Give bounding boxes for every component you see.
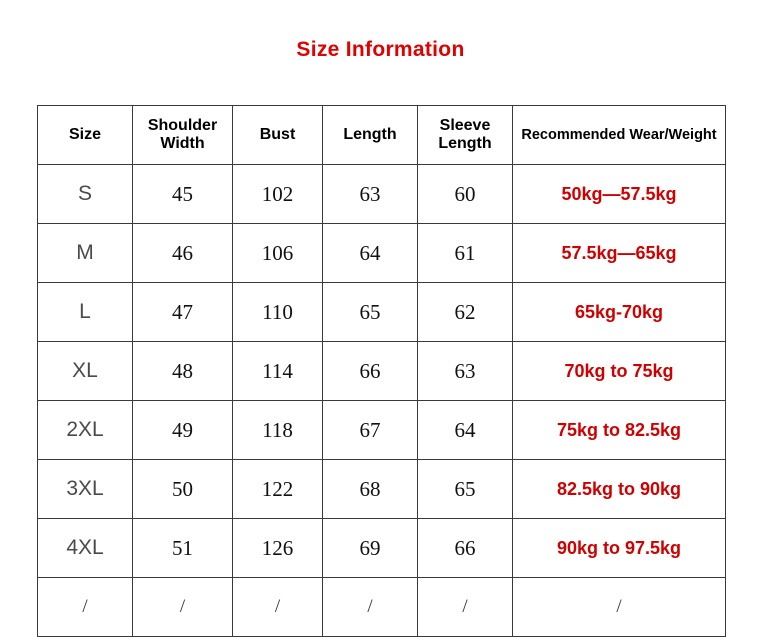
size-table-container [37,105,725,637]
cell-length: 64 [323,224,418,283]
cell-bust: 118 [233,401,323,460]
column-header-bust-line1: Bust [259,125,296,143]
column-header-recommended-line1: Recommended Wear/Weight [521,126,717,143]
cell-shoulder-width: 51 [133,519,233,578]
table-row [38,224,726,283]
cell-size: / [38,578,133,637]
cell-recommended: 50kg—57.5kg [513,165,726,224]
cell-recommended: 82.5kg to 90kg [513,460,726,519]
cell-size: 4XL [38,519,133,578]
cell-bust: 122 [233,460,323,519]
cell-size: 3XL [38,460,133,519]
cell-bust: 114 [233,342,323,401]
cell-sleeve-length: 62 [418,283,513,342]
cell-size: L [38,283,133,342]
column-header-sleeve-length [418,106,513,165]
cell-length: 63 [323,165,418,224]
cell-shoulder-width: 48 [133,342,233,401]
cell-length: 66 [323,342,418,401]
column-header-size-line1: Size [68,125,101,143]
cell-length: 69 [323,519,418,578]
cell-recommended: 65kg-70kg [513,283,726,342]
cell-length: 67 [323,401,418,460]
table-row [38,460,726,519]
column-header-shoulder-width-line2: Width [160,135,205,152]
size-table [37,105,726,637]
table-row [38,283,726,342]
column-header-length-line1: Length [343,125,397,143]
cell-sleeve-length: 63 [418,342,513,401]
cell-bust: 106 [233,224,323,283]
table-row [38,578,726,637]
cell-length: 68 [323,460,418,519]
table-row [38,342,726,401]
cell-shoulder-width: 49 [133,401,233,460]
column-header-bust [233,106,323,165]
cell-size: XL [38,342,133,401]
cell-shoulder-width: / [133,578,233,637]
cell-sleeve-length: 66 [418,519,513,578]
cell-recommended: 70kg to 75kg [513,342,726,401]
cell-shoulder-width: 50 [133,460,233,519]
column-header-sleeve-length-line1: Sleeve [439,116,491,134]
column-header-size [38,106,133,165]
cell-shoulder-width: 46 [133,224,233,283]
table-row [38,519,726,578]
table-row [38,165,726,224]
cell-recommended: 57.5kg—65kg [513,224,726,283]
table-row [38,401,726,460]
cell-length: / [323,578,418,637]
cell-bust: 102 [233,165,323,224]
cell-sleeve-length: 61 [418,224,513,283]
column-header-sleeve-length-line2: Length [438,135,492,152]
column-header-length [323,106,418,165]
cell-size: M [38,224,133,283]
column-header-shoulder-width [133,106,233,165]
cell-bust: 110 [233,283,323,342]
cell-recommended: / [513,578,726,637]
cell-sleeve-length: 60 [418,165,513,224]
table-body [38,165,726,637]
column-header-recommended [513,106,726,165]
cell-size: S [38,165,133,224]
cell-bust: / [233,578,323,637]
cell-recommended: 75kg to 82.5kg [513,401,726,460]
cell-shoulder-width: 47 [133,283,233,342]
page-title: Size Information [296,38,465,61]
table-header [38,106,726,165]
cell-sleeve-length: / [418,578,513,637]
cell-sleeve-length: 65 [418,460,513,519]
cell-recommended: 90kg to 97.5kg [513,519,726,578]
cell-size: 2XL [38,401,133,460]
table-header-row [38,106,726,165]
column-header-shoulder-width-line1: Shoulder [147,116,218,134]
cell-sleeve-length: 64 [418,401,513,460]
cell-shoulder-width: 45 [133,165,233,224]
cell-length: 65 [323,283,418,342]
cell-bust: 126 [233,519,323,578]
